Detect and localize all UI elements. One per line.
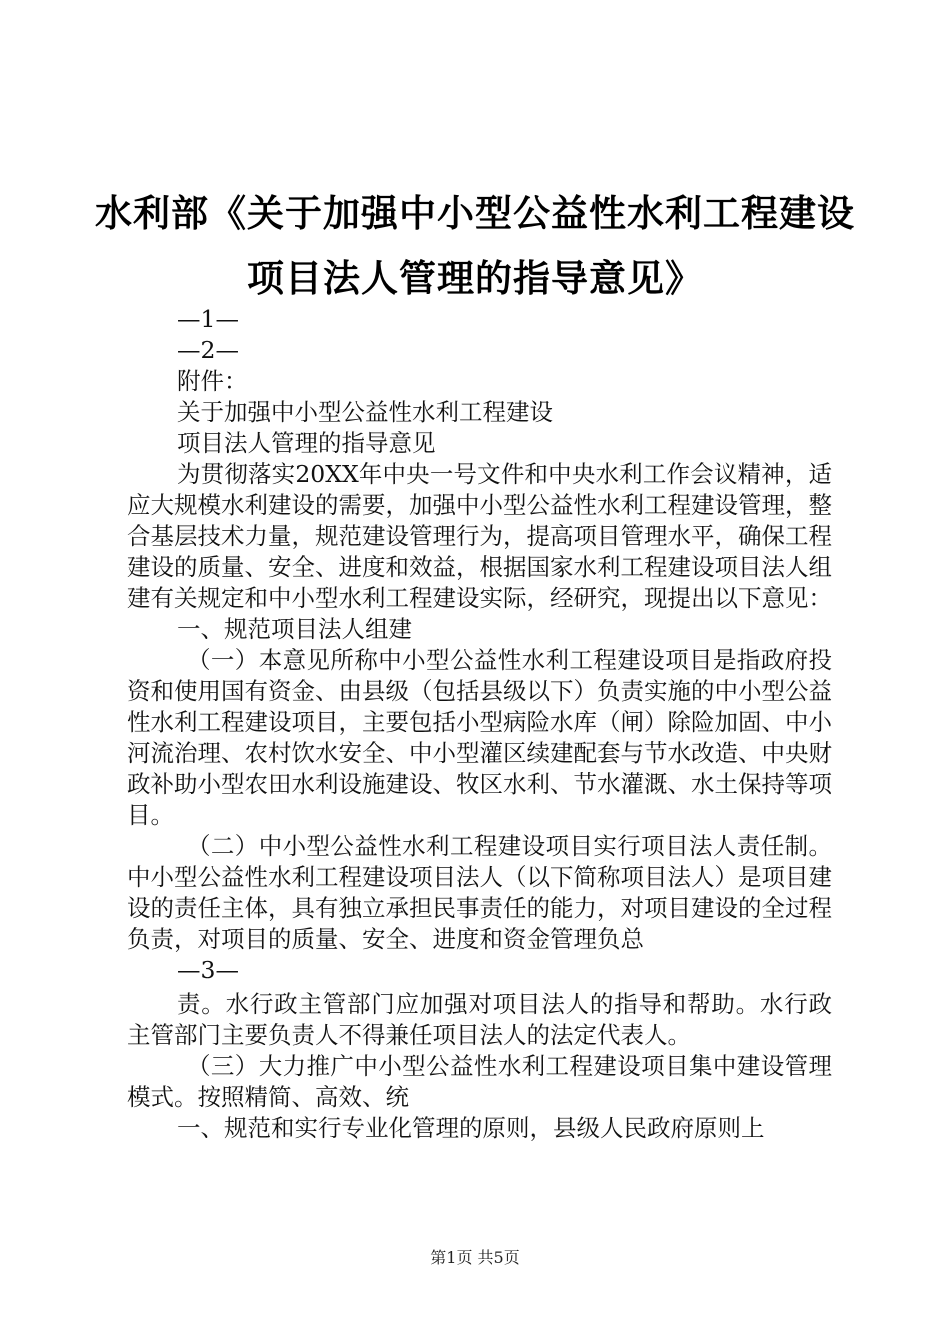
item-paragraph-2: （二）中小型公益性水利工程建设项目实行项目法人责任制。中小型公益性水利工程建设项目法人（以下简称项目法人）是项目建设的责任主体，具有独立承担民事责任的能力，对项目建设的全过程负责，对项目的质量、安全、进度和资金管理负总 [127, 832, 832, 953]
continuation-paragraph: 责。水行政主管部门应加强对项目法人的指导和帮助。水行政主管部门主要负责人不得兼任项目法人的法定代表人。 [127, 990, 832, 1049]
intro-paragraph: 为贯彻落实20XX年中央一号文件和中央水利工作会议精神，适应大规模水利建设的需要，加强中小型公益性水利工程建设管理，整合基层技术力量，规范建设管理行为，提高项目管理水平，确保工程建设的质量、安全、进度和效益，根据国家水利工程建设项目法人组建有关规定和中小型水利工程建设实际，经研究，现提出以下意见： [127, 460, 832, 612]
last-paragraph-line: 一、规范和实行专业化管理的原则，县级人民政府原则上 [177, 1114, 765, 1142]
document-title-line-1: 水利部《关于加强中小型公益性水利工程建设 [95, 192, 855, 235]
page-marker-2: —2— [177, 336, 239, 364]
page-marker-1: —1— [177, 305, 239, 333]
page-footer: 第1页 共5页 [430, 1248, 520, 1267]
document-title-line-2: 项目法人管理的指导意见》 [247, 257, 703, 300]
item-paragraph-3: （三）大力推广中小型公益性水利工程建设项目集中建设管理模式。按照精简、高效、统 [127, 1052, 832, 1111]
page-marker-3: —3— [177, 956, 239, 984]
item-paragraph-1: （一）本意见所称中小型公益性水利工程建设项目是指政府投资和使用国有资金、由县级（包括县级以下）负责实施的中小型公益性水利工程建设项目，主要包括小型病险水库（闸）除险加固、中小河流治理、农村饮水安全、中小型灌区续建配套与节水改造、中央财政补助小型农田水利设施建设、牧区水利、节水灌溉、水土保持等项目。 [127, 646, 832, 829]
subtitle-line-2: 项目法人管理的指导意见 [177, 429, 436, 457]
subtitle-line-1: 关于加强中小型公益性水利工程建设 [177, 398, 553, 426]
attachment-label: 附件： [177, 367, 248, 395]
section-heading-1: 一、规范项目法人组建 [177, 615, 412, 643]
document-body [127, 304, 832, 1144]
